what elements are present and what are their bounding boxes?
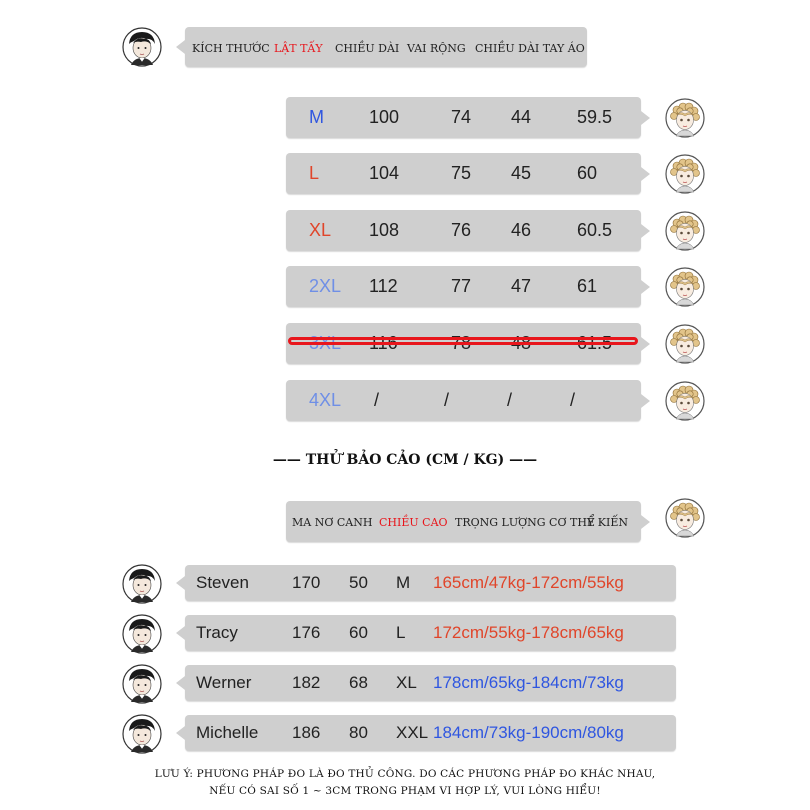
trial-table-header	[286, 501, 641, 542]
user-name: Steven	[196, 573, 249, 592]
size-label: 4XL	[309, 390, 342, 410]
trial-report-title: —— THỬ BẢO CẢO (CM / KG) ——	[272, 452, 538, 468]
header-model-label: MA NƠ CANH	[292, 516, 373, 529]
sleeve-value: 59.5	[577, 107, 613, 127]
user-weight: 60	[349, 623, 368, 642]
sleeve-value: 60.5	[577, 220, 613, 240]
avatar-curly-hair-icon	[665, 154, 705, 194]
header-size-label: KÍCH THƯỚC	[192, 42, 270, 55]
avatar-dark-hair-icon	[122, 564, 162, 604]
header-length-label: CHIỀU DÀI	[335, 42, 400, 55]
size-label: 3XL	[309, 333, 342, 353]
shoulder-value: /	[507, 390, 513, 410]
user-row-tracy	[185, 615, 676, 651]
length-value: 74	[451, 107, 472, 127]
note-line-1: LƯU Ý: PHƯƠNG PHÁP ĐO LÀ ĐO THỦ CÔNG. DO CÁC PHƯƠNG PHÁP ĐO KHÁC NHAU,	[154, 768, 656, 780]
user-recommendation: 165cm/47kg-172cm/55kg	[433, 573, 624, 592]
header-height-label: CHIỀU CAO	[379, 516, 448, 529]
size-label: 2XL	[309, 276, 342, 296]
shoulder-value: 45	[511, 163, 532, 183]
user-height: 176	[292, 623, 321, 642]
length-value: 78	[451, 333, 472, 353]
sleeve-value: 61	[577, 276, 598, 296]
user-size: M	[396, 573, 411, 592]
shoulder-value: 46	[511, 220, 532, 240]
size-label: L	[309, 163, 320, 183]
user-height: 170	[292, 573, 321, 592]
avatar-curly-hair-icon	[665, 98, 705, 138]
user-name: Werner	[196, 673, 252, 692]
strikethrough-highlight	[288, 337, 638, 345]
shoulder-value: 48	[511, 333, 532, 353]
avatar-curly-hair-icon	[665, 211, 705, 251]
size-row-xl	[286, 210, 641, 251]
shoulder-value: 44	[511, 107, 532, 127]
length-value: 77	[451, 276, 472, 296]
user-recommendation: 184cm/73kg-190cm/80kg	[433, 723, 624, 742]
note-line-2: NẾU CÓ SAI SỐ 1 ~ 3CM TRONG PHẠM VI HỢP LÝ, VUI LÒNG HIỂU!	[209, 785, 601, 797]
user-name: Tracy	[196, 623, 238, 642]
avatar-curly-hair-icon	[665, 324, 705, 364]
avatar-dark-hair-icon	[122, 714, 162, 754]
header-weight-label: TRỌNG LƯỢNG CƠ THỂ	[455, 516, 595, 529]
user-size: XXL	[396, 723, 429, 742]
length-value: 75	[451, 163, 472, 183]
user-size: XL	[396, 673, 417, 692]
sleeve-value: 61.5	[577, 333, 613, 353]
avatar-curly-hair-icon	[665, 498, 705, 538]
header-opinion-label: Ý KIẾN	[587, 516, 628, 529]
header-chest-label: LẬT TẤY	[274, 42, 323, 55]
header-sleeve-label: CHIỀU DÀI TAY ÁO	[475, 42, 585, 55]
avatar-dark-hair-icon	[122, 614, 162, 654]
user-weight: 50	[349, 573, 368, 592]
chest-value: 116	[369, 333, 398, 353]
length-value: 76	[451, 220, 472, 240]
user-weight: 80	[349, 723, 368, 742]
shoulder-value: 47	[511, 276, 532, 296]
user-height: 182	[292, 673, 321, 692]
user-row-michelle	[185, 715, 676, 751]
user-weight: 68	[349, 673, 368, 692]
size-table-header	[185, 27, 587, 67]
user-recommendation: 172cm/55kg-178cm/65kg	[433, 623, 624, 642]
header-shoulder-label: VAI RỘNG	[407, 42, 466, 55]
chest-value: 100	[369, 107, 400, 127]
length-value: /	[444, 390, 450, 410]
avatar-curly-hair-icon	[665, 267, 705, 307]
size-row-m	[286, 97, 641, 138]
chest-value: /	[374, 390, 380, 410]
user-height: 186	[292, 723, 321, 742]
size-row-2xl	[286, 266, 641, 307]
user-row-werner	[185, 665, 676, 701]
chest-value: 112	[369, 276, 398, 296]
user-recommendation: 178cm/65kg-184cm/73kg	[433, 673, 624, 692]
user-row-steven	[185, 565, 676, 601]
size-row-4xl	[286, 380, 641, 421]
size-label: M	[309, 107, 324, 127]
avatar-curly-hair-icon	[665, 381, 705, 421]
sleeve-value: 60	[577, 163, 598, 183]
user-size: L	[396, 623, 406, 642]
size-row-l	[286, 153, 641, 194]
avatar-dark-hair-icon	[122, 27, 162, 67]
size-label: XL	[309, 220, 332, 240]
user-name: Michelle	[196, 723, 259, 742]
chest-value: 108	[369, 220, 400, 240]
avatar-dark-hair-icon	[122, 664, 162, 704]
sleeve-value: /	[570, 390, 576, 410]
chest-value: 104	[369, 163, 400, 183]
